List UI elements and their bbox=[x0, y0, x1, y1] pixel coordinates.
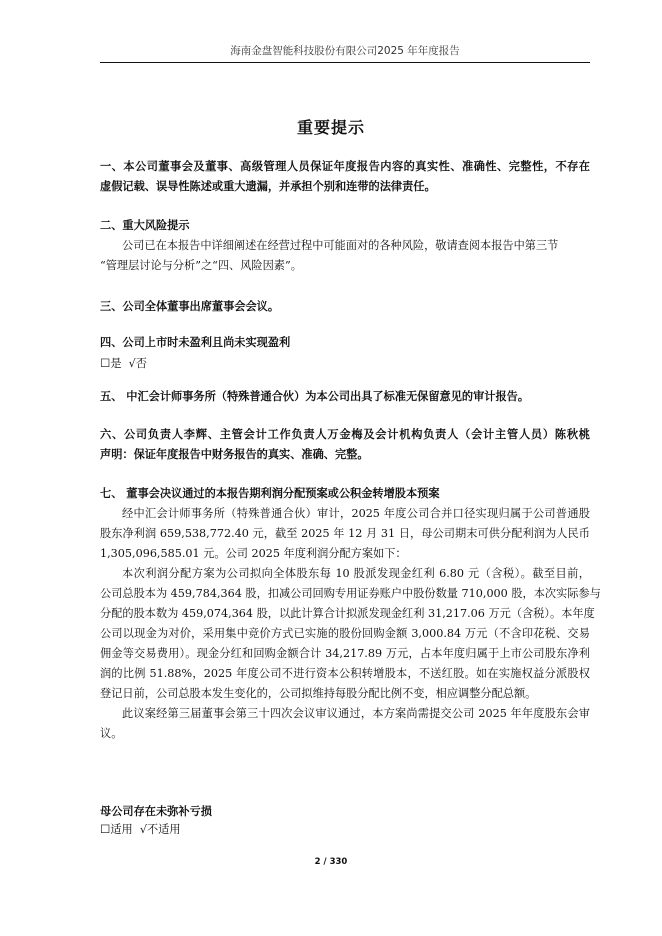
section-6 bbox=[100, 425, 590, 465]
section-7-heading: 七、 董事会决议通过的本报告期利润分配预案或公积金转增股本预案 bbox=[100, 487, 440, 500]
section-5-heading: 五、 中汇会计师事务所（特殊普通合伙）为本公司出具了标准无保留意见的审计报告。 bbox=[100, 390, 530, 403]
option-not-applicable-label: 不适用 bbox=[146, 823, 181, 836]
section-7-p3-line: 议。 bbox=[100, 727, 123, 740]
page-header: 海南金盘智能科技股份有限公司2025 年年度报告 bbox=[230, 45, 460, 57]
header-divider bbox=[100, 62, 590, 63]
option-no-label: 否 bbox=[135, 357, 147, 370]
page-title: 重要提示 bbox=[296, 118, 365, 137]
section-7-p2-line: 佣金等交易费用）。现金分红和回购金额合计 34,217.89 万元，占本年度归属于上市公司股东净利 bbox=[100, 647, 590, 660]
checkbox-empty-icon: ☐ bbox=[100, 822, 111, 836]
section-1-line-1: 一、本公司董事会及董事、高级管理人员保证年度报告内容的真实性、准确性、完整性，不存在 bbox=[100, 160, 590, 173]
section-5 bbox=[100, 387, 590, 407]
section-7-p1-line: 股东净利润 659,538,772.40 元，截至 2025 年 12 月 31 日，母公司期末可供分配利润为人民币 bbox=[100, 527, 590, 540]
section-8-options bbox=[100, 819, 590, 839]
section-8-heading: 母公司存在未弥补亏损 bbox=[100, 805, 212, 818]
section-6-line-1: 六、公司负责人李辉、主管会计工作负责人万金梅及会计机构负责人（会计主管人员）陈秋桃 bbox=[100, 428, 590, 441]
section-2-line-2: “管理层讨论与分析”之“四、风险因素”。 bbox=[100, 259, 302, 272]
section-2-line-1: 公司已在本报告中详细阐述在经营过程中可能面对的各种风险，敬请查阅本报告中第三节 bbox=[122, 239, 559, 252]
page-number: 2 / 330 bbox=[314, 857, 348, 867]
section-1-line-2: 虚假记载、误导性陈述或重大遗漏，并承担个别和连带的法律责任。 bbox=[100, 180, 436, 193]
checkmark-icon: √ bbox=[139, 823, 147, 836]
section-4-options bbox=[100, 353, 590, 373]
section-7-p2-line: 公司总股本为 459,784,364 股，扣减公司回购专用证券账户中股份数量 710,000 股，本次实际参与 bbox=[100, 587, 601, 600]
checkmark-icon: √ bbox=[128, 357, 136, 370]
section-4-heading: 四、公司上市时未盈利且尚未实现盈利 bbox=[100, 336, 291, 349]
option-applicable-label: 适用 bbox=[110, 823, 133, 836]
section-8 bbox=[100, 802, 590, 839]
section-7-p2-line: 分配的股本数为 459,074,364 股，以此计算合计拟派发现金红利 31,217.06 万元（含税）。本年度 bbox=[100, 607, 595, 620]
section-7-p1-line: 1,305,096,585.01 元。公司 2025 年度利润分配方案如下： bbox=[100, 547, 407, 560]
section-4 bbox=[100, 333, 590, 373]
section-7-p2-line: 公司以现金为对价，采用集中竞价方式已实施的股份回购金额 3,000.84 万元（不含印花税、交易 bbox=[100, 627, 590, 640]
section-6-line-2: 声明：保证年度报告中财务报告的真实、准确、完整。 bbox=[100, 448, 369, 461]
section-7-p1-line: 经中汇会计师事务所（特殊普通合伙）审计，2025 年度公司合并口径实现归属于公司普通股 bbox=[122, 507, 590, 520]
section-7 bbox=[100, 484, 601, 744]
option-yes-label: 是 bbox=[110, 357, 122, 370]
section-2-heading: 二、重大风险提示 bbox=[100, 219, 190, 232]
section-7-p3-line: 此议案经第三届董事会第三十四次会议审议通过，本方案尚需提交公司 2025 年年度股东会审 bbox=[122, 707, 590, 720]
checkbox-empty-icon: ☐ bbox=[100, 356, 111, 370]
section-7-p2-line: 润的比例 51.88%，2025 年度公司不进行资本公积转增股本，不送红股。如在实施权益分派股权 bbox=[100, 667, 590, 680]
section-7-p2-line: 登记日前，公司总股本发生变化的，公司拟维持每股分配比例不变，相应调整分配总额。 bbox=[100, 687, 537, 700]
section-7-p2-line: 本次利润分配方案为公司拟向全体股东每 10 股派发现金红利 6.80 元（含税）。截至目前， bbox=[122, 567, 590, 580]
section-1 bbox=[100, 157, 590, 197]
section-3 bbox=[100, 297, 590, 317]
section-3-heading: 三、公司全体董事出席董事会会议。 bbox=[100, 300, 280, 313]
section-2 bbox=[100, 216, 590, 276]
